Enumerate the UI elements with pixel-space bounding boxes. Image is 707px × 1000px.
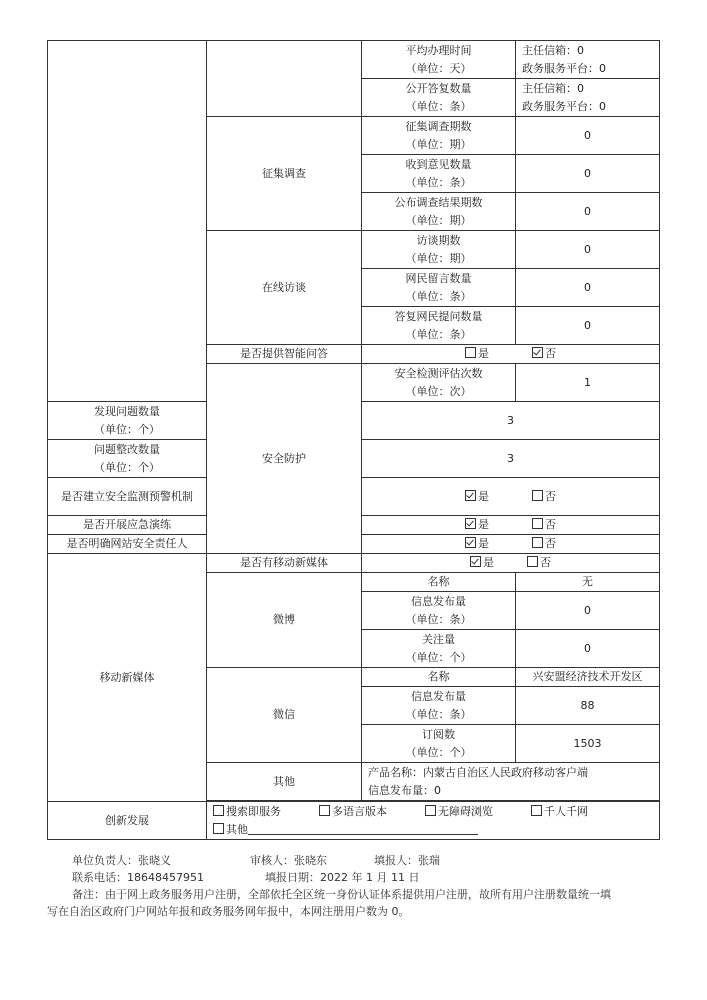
value-platform: 政务服务平台：0 bbox=[522, 99, 606, 113]
unit: （单位：期） bbox=[405, 137, 472, 151]
no-label: 否 bbox=[540, 556, 551, 569]
security-item-label bbox=[48, 440, 207, 478]
yes-label: 是 bbox=[478, 489, 489, 503]
label: 发现问题数量 bbox=[94, 404, 160, 418]
yes-label: 是 bbox=[478, 518, 489, 531]
publish-count: 信息发布量：0 bbox=[368, 783, 441, 797]
unit: （单位：个） bbox=[94, 460, 160, 474]
other-blank-line[interactable] bbox=[248, 824, 478, 835]
avg-time-label-cell bbox=[362, 41, 516, 79]
avg-time-value-cell bbox=[516, 41, 660, 79]
security-item-value: 1 bbox=[516, 364, 660, 402]
weibo-item-value: 0 bbox=[516, 592, 660, 630]
checkbox-yes-checked[interactable] bbox=[470, 556, 481, 567]
drill-label: 是否开展应急演练 bbox=[48, 516, 207, 535]
unit: （单位：条） bbox=[405, 289, 472, 303]
interview-item-value: 0 bbox=[516, 307, 660, 345]
label: 安全检测评估次数 bbox=[394, 366, 483, 380]
principal: 单位负责人：张晓义 bbox=[72, 854, 171, 867]
checkbox-no-checked[interactable] bbox=[532, 347, 543, 358]
interview-item-label bbox=[362, 307, 516, 345]
monitor-label: 是否建立安全监测预警机制 bbox=[48, 478, 207, 516]
public-reply-label-cell bbox=[362, 79, 516, 117]
unit: （单位：个） bbox=[405, 745, 472, 759]
label: 访谈期数 bbox=[416, 233, 461, 247]
security-item-value: 3 bbox=[362, 440, 660, 478]
weibo-name-label: 名称 bbox=[362, 573, 516, 592]
weibo-group-cell: 微博 bbox=[207, 573, 362, 668]
unit: （单位：条） bbox=[405, 175, 472, 189]
wechat-item-value: 88 bbox=[516, 687, 660, 725]
wechat-name-label: 名称 bbox=[362, 668, 516, 687]
unit: （单位：条） bbox=[405, 327, 472, 341]
survey-item-value: 0 bbox=[516, 155, 660, 193]
yes-label: 是 bbox=[483, 556, 494, 569]
label: 关注量 bbox=[422, 632, 455, 646]
label: 网民留言数量 bbox=[405, 271, 472, 285]
unit: （单位：条） bbox=[405, 99, 472, 113]
yes-label: 是 bbox=[478, 537, 489, 550]
checkbox[interactable] bbox=[213, 805, 224, 816]
option-multilingual[interactable]: 多语言版本 bbox=[319, 803, 387, 821]
unit: （单位：期） bbox=[405, 251, 472, 265]
label: 公布调查结果期数 bbox=[394, 195, 483, 209]
survey-item-value: 0 bbox=[516, 193, 660, 231]
checkbox[interactable] bbox=[213, 823, 224, 834]
label: 征集调查期数 bbox=[405, 119, 472, 133]
label: 收到意见数量 bbox=[405, 157, 472, 171]
label: 答复网民提问数量 bbox=[394, 309, 483, 323]
wechat-item-value: 1503 bbox=[516, 725, 660, 763]
smart-qa-choice bbox=[362, 345, 660, 364]
innovation-group-cell: 创新发展 bbox=[48, 802, 207, 840]
filler: 填报人：张瑞 bbox=[374, 854, 440, 867]
label: 问题整改数量 bbox=[94, 442, 160, 456]
value-mailbox: 主任信箱：0 bbox=[522, 43, 584, 57]
wechat-name-value: 兴安盟经济技术开发区 bbox=[516, 668, 660, 687]
survey-item-value: 0 bbox=[516, 117, 660, 155]
public-reply-value-cell bbox=[516, 79, 660, 117]
unit: （单位：天） bbox=[405, 61, 472, 75]
security-item-value: 3 bbox=[362, 402, 660, 440]
smart-qa-label: 是否提供智能问答 bbox=[207, 345, 362, 364]
weibo-item-label bbox=[362, 592, 516, 630]
checkbox[interactable] bbox=[319, 805, 330, 816]
interview-item-label bbox=[362, 231, 516, 269]
survey-group-cell: 征集调查 bbox=[207, 117, 362, 231]
unit: （单位：条） bbox=[405, 612, 472, 626]
checkbox-yes-checked[interactable] bbox=[465, 490, 476, 501]
note-line-2: 写在自治区政府门户网站年报和政务服务网年报中，本网注册用户数为 0。 bbox=[47, 905, 410, 918]
survey-item-label bbox=[362, 193, 516, 231]
weibo-item-value: 0 bbox=[516, 630, 660, 668]
weibo-item-label bbox=[362, 630, 516, 668]
unit: （单位：期） bbox=[405, 213, 472, 227]
survey-item-label bbox=[362, 117, 516, 155]
checkbox-no[interactable] bbox=[532, 518, 543, 529]
checkbox-no[interactable] bbox=[532, 490, 543, 501]
has-media-choice bbox=[362, 554, 660, 573]
security-item-label bbox=[362, 364, 516, 402]
no-label: 否 bbox=[545, 489, 556, 503]
note-line-1: 备注：由于网上政务服务用户注册，全部依托全区统一身份认证体系提供用户注册，故所有用户注册数量统一填 bbox=[72, 888, 611, 901]
option-search-service[interactable]: 搜索即服务 bbox=[213, 803, 281, 821]
option-accessibility[interactable]: 无障碍浏览 bbox=[425, 803, 493, 821]
monitor-choice bbox=[362, 478, 660, 516]
product-name: 产品名称：内蒙古自治区人民政府移动客户端 bbox=[368, 765, 588, 779]
interaction-group-cell bbox=[48, 41, 207, 402]
label: 公开答复数量 bbox=[405, 81, 472, 95]
footer bbox=[47, 852, 659, 920]
checkbox-yes[interactable] bbox=[465, 347, 476, 358]
responsible-choice bbox=[362, 535, 660, 554]
no-label: 否 bbox=[545, 518, 556, 531]
unit: （单位：个） bbox=[94, 422, 160, 436]
option-other[interactable]: 其他 bbox=[213, 821, 657, 839]
responsible-label: 是否明确网站安全责任人 bbox=[48, 535, 207, 554]
has-media-label: 是否有移动新媒体 bbox=[207, 554, 362, 573]
checkbox-no[interactable] bbox=[527, 556, 538, 567]
other-group-cell: 其他 bbox=[207, 763, 362, 801]
label: 平均办理时间 bbox=[405, 43, 472, 57]
weibo-name-value: 无 bbox=[516, 573, 660, 592]
wechat-group-cell: 微信 bbox=[207, 668, 362, 763]
unit: （单位：条） bbox=[405, 707, 472, 721]
checkbox-no[interactable] bbox=[532, 537, 543, 548]
drill-choice bbox=[362, 516, 660, 535]
wechat-item-label bbox=[362, 725, 516, 763]
unit: （单位：个） bbox=[405, 650, 472, 664]
checkbox[interactable] bbox=[531, 805, 542, 816]
survey-item-label bbox=[362, 155, 516, 193]
option-personalized[interactable]: 千人千网 bbox=[531, 803, 588, 821]
interview-item-value: 0 bbox=[516, 269, 660, 307]
label: 信息发布量 bbox=[411, 689, 466, 703]
yes-label: 是 bbox=[478, 347, 489, 360]
unit: （单位：次） bbox=[405, 384, 472, 398]
no-label: 否 bbox=[545, 347, 556, 360]
value-platform: 政务服务平台：0 bbox=[522, 61, 606, 75]
report-table bbox=[47, 40, 660, 840]
innovation-options-cell bbox=[207, 802, 660, 840]
interview-item-value: 0 bbox=[516, 231, 660, 269]
wechat-item-label bbox=[362, 687, 516, 725]
no-label: 否 bbox=[545, 537, 556, 550]
other-value-cell bbox=[362, 763, 660, 801]
security-group-cell: 安全防护 bbox=[207, 364, 362, 554]
label: 信息发布量 bbox=[411, 594, 466, 608]
checkbox-yes-checked[interactable] bbox=[465, 537, 476, 548]
security-item-label bbox=[48, 402, 207, 440]
label: 订阅数 bbox=[422, 727, 455, 741]
phone: 联系电话：18648457951 bbox=[72, 871, 204, 884]
letters-subgroup-cell bbox=[207, 41, 362, 117]
interview-item-label bbox=[362, 269, 516, 307]
checkbox[interactable] bbox=[425, 805, 436, 816]
value-mailbox: 主任信箱：0 bbox=[522, 81, 584, 95]
fill-date: 填报日期：2022 年 1 月 11 日 bbox=[264, 871, 420, 884]
interview-group-cell: 在线访谈 bbox=[207, 231, 362, 345]
checkbox-yes-checked[interactable] bbox=[465, 518, 476, 529]
reviewer: 审核人：张晓东 bbox=[250, 854, 327, 867]
media-group-cell: 移动新媒体 bbox=[48, 554, 207, 802]
